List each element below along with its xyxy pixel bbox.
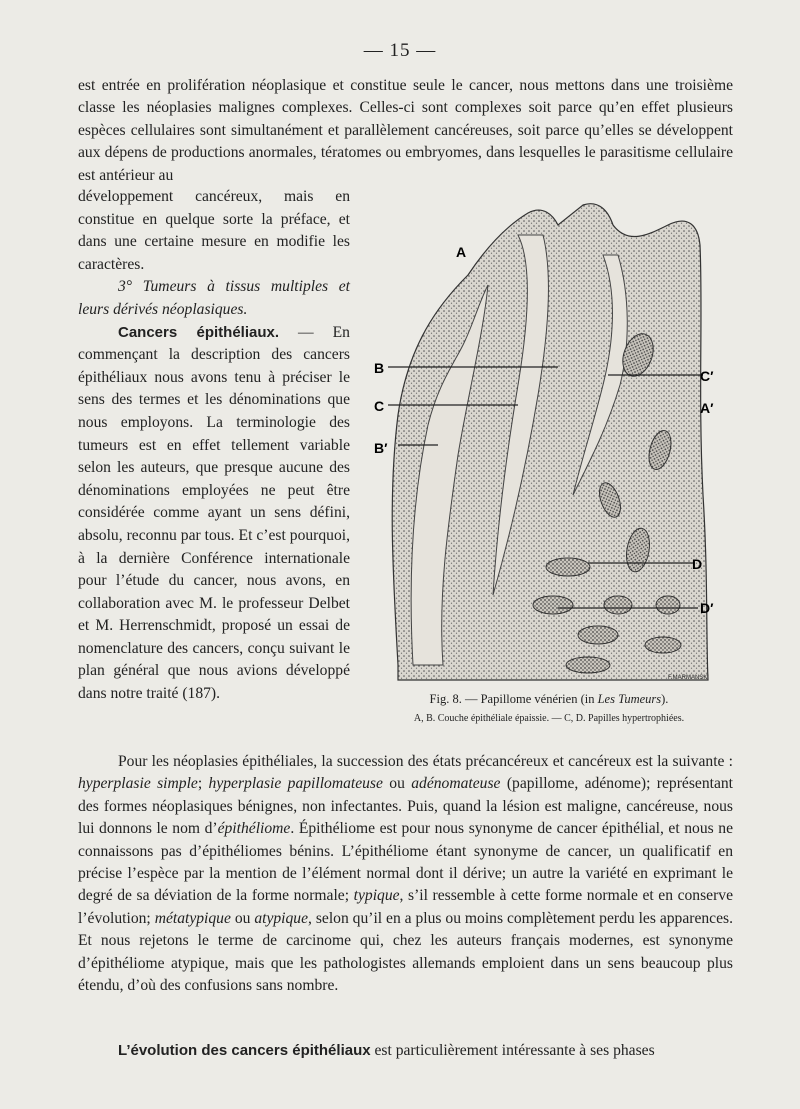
p2-text-h: , selon qu’il en a plus ou moins complètement perdu les apparences. Et nous rejetons le terme de carcinome qui, chez les auteurs français modernes, est synonyme d’épithéliome atypique, mais que les pathologistes allemands emploient dans un sens beaucoup plus étendu, d’où des confusions sans nombre. [78,909,733,995]
p2-text-d: (papillome, adénome); représentant des formes néoplasiques bénignes, non infectantes. Puis, quand la lésion est maligne, cancéreuse, nous lui donnons le nom d’ [78,775,734,838]
caption-main-text: Fig. 8. — Papillome vénérien (in [429,692,598,706]
term-epitheliome: épithéliome [217,820,291,838]
p2-text-e: . Épithéliome est pour nous synonyme de cancer épithélial, et nous ne connaissons pas d’épithéliomes bénins. L’épithéliome étant synonyme de cancer, un qualificatif en précise l’espèce par la mention de l’élément normal dont il dérive; un autre la variété en exprimant le degré de sa déviation de la forme normale; [78,820,734,905]
label-d-prime: D′ [700,600,714,616]
terminology-paragraph [78,751,733,997]
label-a: A [456,244,467,260]
p2-text-f: , s’il ressemble à cette forme normale et en conserve l’évolution; [78,887,734,927]
column-intro: développement cancéreux, mais en constitue en quelque sorte la préface, et dans une certaine mesure en modifie les caractères. [78,188,350,273]
section-title: 3° Tumeurs à tissus multiples et leurs dérivés néoplasiques. [78,278,350,318]
papilloma-figure [368,195,723,685]
column-text [78,186,350,706]
caption-sub: A, B. Couche épithéliale épaissie. — C, D. Papilles hypertrophiées. [413,713,685,724]
cancers-heading: Cancers épithéliaux. [118,323,280,341]
caption-source: Les Tumeurs [597,692,662,706]
papilloma-illustration [368,195,723,685]
figure-caption [374,690,724,728]
p2-text-a: Pour les néoplasies épithéliales, la succession des états précancéreux et cancéreux est la suivante : [118,753,733,770]
p2-text-b: ; [197,775,209,793]
label-c-prime: C′ [700,368,714,384]
label-a-prime: A′ [700,400,714,416]
page-number: — 15 — [363,40,437,61]
evolution-text: est particulièrement intéressante à ses phases [370,1042,655,1059]
caption-main [374,690,724,709]
evolution-heading: L’évolution des cancers épithéliaux [118,1042,371,1059]
p2-text-c: ou [382,775,412,793]
engraver-signature: F.MARMANSKI [668,675,710,681]
label-d: D [692,556,703,572]
label-c: C [374,398,385,414]
cancers-body: — En commençant la description des cancers épithéliaux nous avons tenu à préciser le sens des termes et les dénominations que nous employons. La terminologie des tumeurs est en effet tellement variable selon les auteurs, que presque aucune des dénominations employées ne peut être considérée comme ayant un sens défini, absolu, reconnu par tous. Et c’est pourquoi, à la dernière Conférence internationale pour l’étude du cancer, nous avons, en collaboration avec M. le professeur Delbet et M. Herrenschmidt, proposé un essai de nomenclature des cancers, conçu suivant le plan général que nous avions développé dans notre traité (187). [78,323,350,703]
evolution-paragraph [78,1040,733,1062]
intro-paragraph: est entrée en prolifération néoplasique et constitue seule le cancer, nous mettons dans une troisième classe les néoplasies malignes complexes. Celles-ci sont complexes soit parce qu’en effet plusieurs espèces cellulaires sont simultanément et parallèlement cancéreuses, soit parce qu’elles se développent aux dépens de productions anormales, tératomes ou embryomes, dans lesquelles le parasitisme cellulaire est antérieur au [78,77,733,184]
term-adenomateuse: adénomateuse [411,775,501,793]
term-hyperplasie-papillomateuse: hyperplasie papillomateuse [208,775,383,793]
cancers-paragraph [78,322,350,706]
caption-main-end: ). [661,692,669,706]
term-atypique: atypique [254,909,309,927]
label-b: B [374,360,385,376]
term-metatypique: métatypique [154,909,231,927]
label-b-prime: B′ [374,440,388,456]
term-hyperplasie-simple: hyperplasie simple [78,775,198,793]
p2-text-g: ou [230,909,255,927]
term-typique: typique [353,887,400,905]
